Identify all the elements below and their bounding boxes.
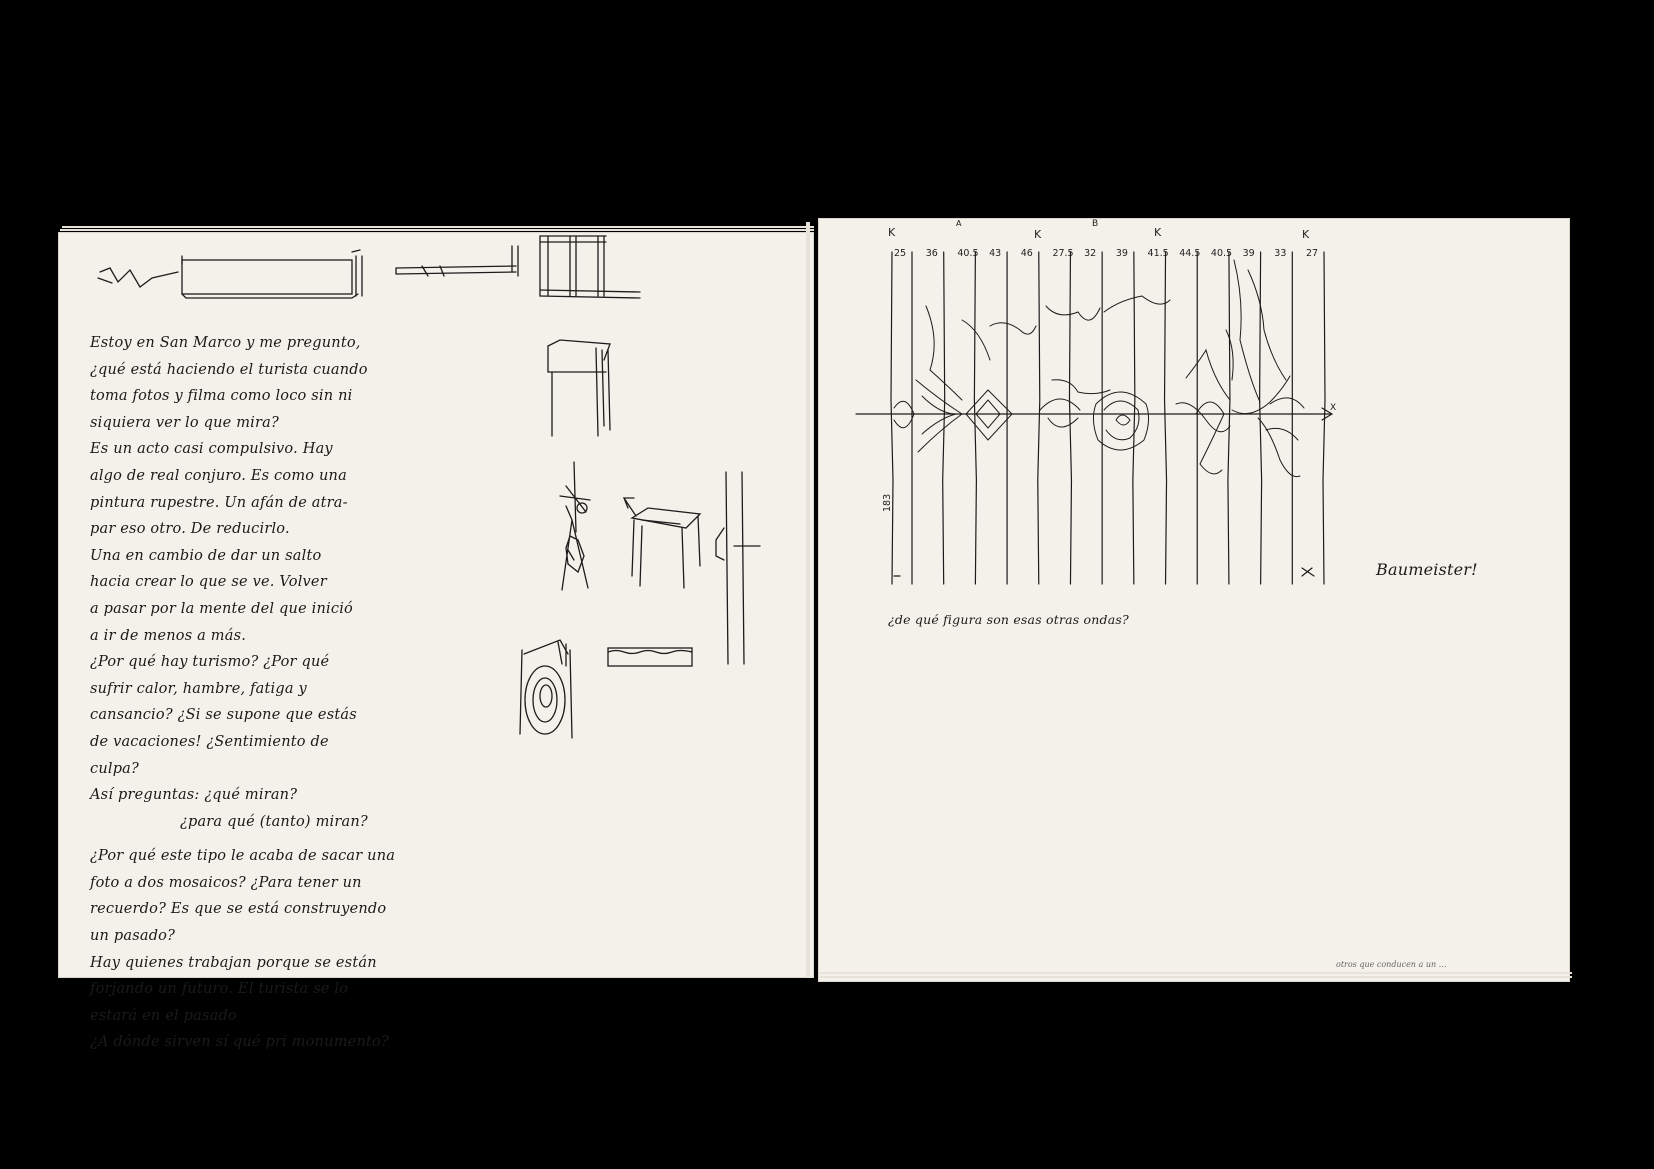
note-line: de vacaciones! ¿Sentimiento de (90, 733, 329, 750)
measurement-label: 46 (1020, 248, 1033, 259)
measurement-label: 27.5 (1052, 248, 1074, 259)
vertical-line (1038, 252, 1040, 584)
note-line: estará en el pasado (90, 1007, 237, 1024)
note-line: Es un acto casi compulsivo. Hay (90, 441, 333, 458)
note-line: siquiera ver lo que mira? (90, 414, 279, 431)
side-label: 183 (882, 493, 893, 512)
page-footer-text: otros que conducen a un … (1336, 960, 1447, 969)
note-line: sufrir calor, hambre, fatiga y (90, 680, 307, 697)
note-line: recuerdo? Es que se está construyendo (90, 901, 387, 918)
note-line: algo de real conjuro. Es como una (90, 467, 347, 484)
note-line: Una en cambio de dar un salto (90, 547, 322, 564)
note-line: hacia crear lo que se ve. Volver (90, 574, 327, 591)
note-line: forjando un futuro. El turista se lo (90, 981, 349, 998)
axis-label: X (1330, 403, 1337, 413)
note-line: Estoy en San Marco y me pregunto, (90, 335, 361, 351)
column-letter: B (1092, 219, 1099, 229)
note-line: un pasado? (90, 928, 176, 945)
measurement-label: 43 (989, 248, 1002, 259)
measurement-label: 33 (1274, 248, 1287, 259)
measurement-label: 36 (925, 248, 938, 259)
note-line: Así preguntas: ¿qué miran? (90, 787, 298, 804)
note-line: pintura rupestre. Un afán de atra- (90, 494, 348, 511)
note-line: a pasar por la mente del que inició (90, 600, 353, 617)
vertical-line (891, 252, 893, 584)
measurement-label: 44.5 (1179, 248, 1201, 259)
measurement-label: 40.5 (957, 248, 979, 259)
note-line: ¿qué está haciendo el turista cuando (90, 361, 368, 378)
note-line: ¿A dónde sirven sí qué pri monumento? (90, 1034, 389, 1051)
note-line: ¿Por qué hay turismo? ¿Por qué (90, 654, 330, 671)
measurement-label: 25 (894, 248, 907, 259)
bottom-end-mark (1302, 568, 1314, 576)
measurement-label: 39 (1242, 248, 1255, 259)
measurement-label: 27 (1306, 248, 1319, 259)
note-line: cansancio? ¿Si se supone que estás (90, 707, 357, 724)
measurement-label: 39 (1115, 248, 1128, 259)
column-letter: K (888, 226, 896, 239)
column-letter: K (1302, 228, 1310, 241)
vertical-line (974, 252, 976, 584)
vertical-line (1228, 252, 1230, 584)
vertical-line (1133, 252, 1135, 584)
measurement-label: 32 (1084, 248, 1097, 259)
vertical-line (1165, 252, 1167, 584)
signature-note: Baumeister! (1376, 560, 1478, 579)
measurement-labels (894, 248, 1318, 259)
diagram-caption: ¿de qué figura son esas otras ondas? (888, 612, 1129, 627)
note-line: culpa? (90, 760, 139, 777)
measurement-label: 41.5 (1147, 248, 1169, 259)
column-letter: K (1034, 228, 1042, 241)
measurement-label: 40.5 (1210, 248, 1233, 259)
vertical-line (1069, 252, 1071, 584)
column-letter: A (956, 219, 962, 228)
note-line: a ir de menos a más. (90, 627, 247, 644)
note-line: par eso otro. De reducirlo. (90, 521, 290, 538)
note-line: foto a dos mosaicos? ¿Para tener un (90, 874, 362, 891)
note-line: toma fotos y filma como loco sin ni (90, 388, 353, 405)
note-line: ¿para qué (tanto) miran? (180, 813, 368, 830)
wave-contours (894, 260, 1304, 477)
note-line: ¿Por qué este tipo le acaba de sacar una (90, 848, 396, 865)
note-line: Hay quienes trabajan porque se están (90, 954, 377, 971)
column-letter: K (1154, 226, 1162, 239)
